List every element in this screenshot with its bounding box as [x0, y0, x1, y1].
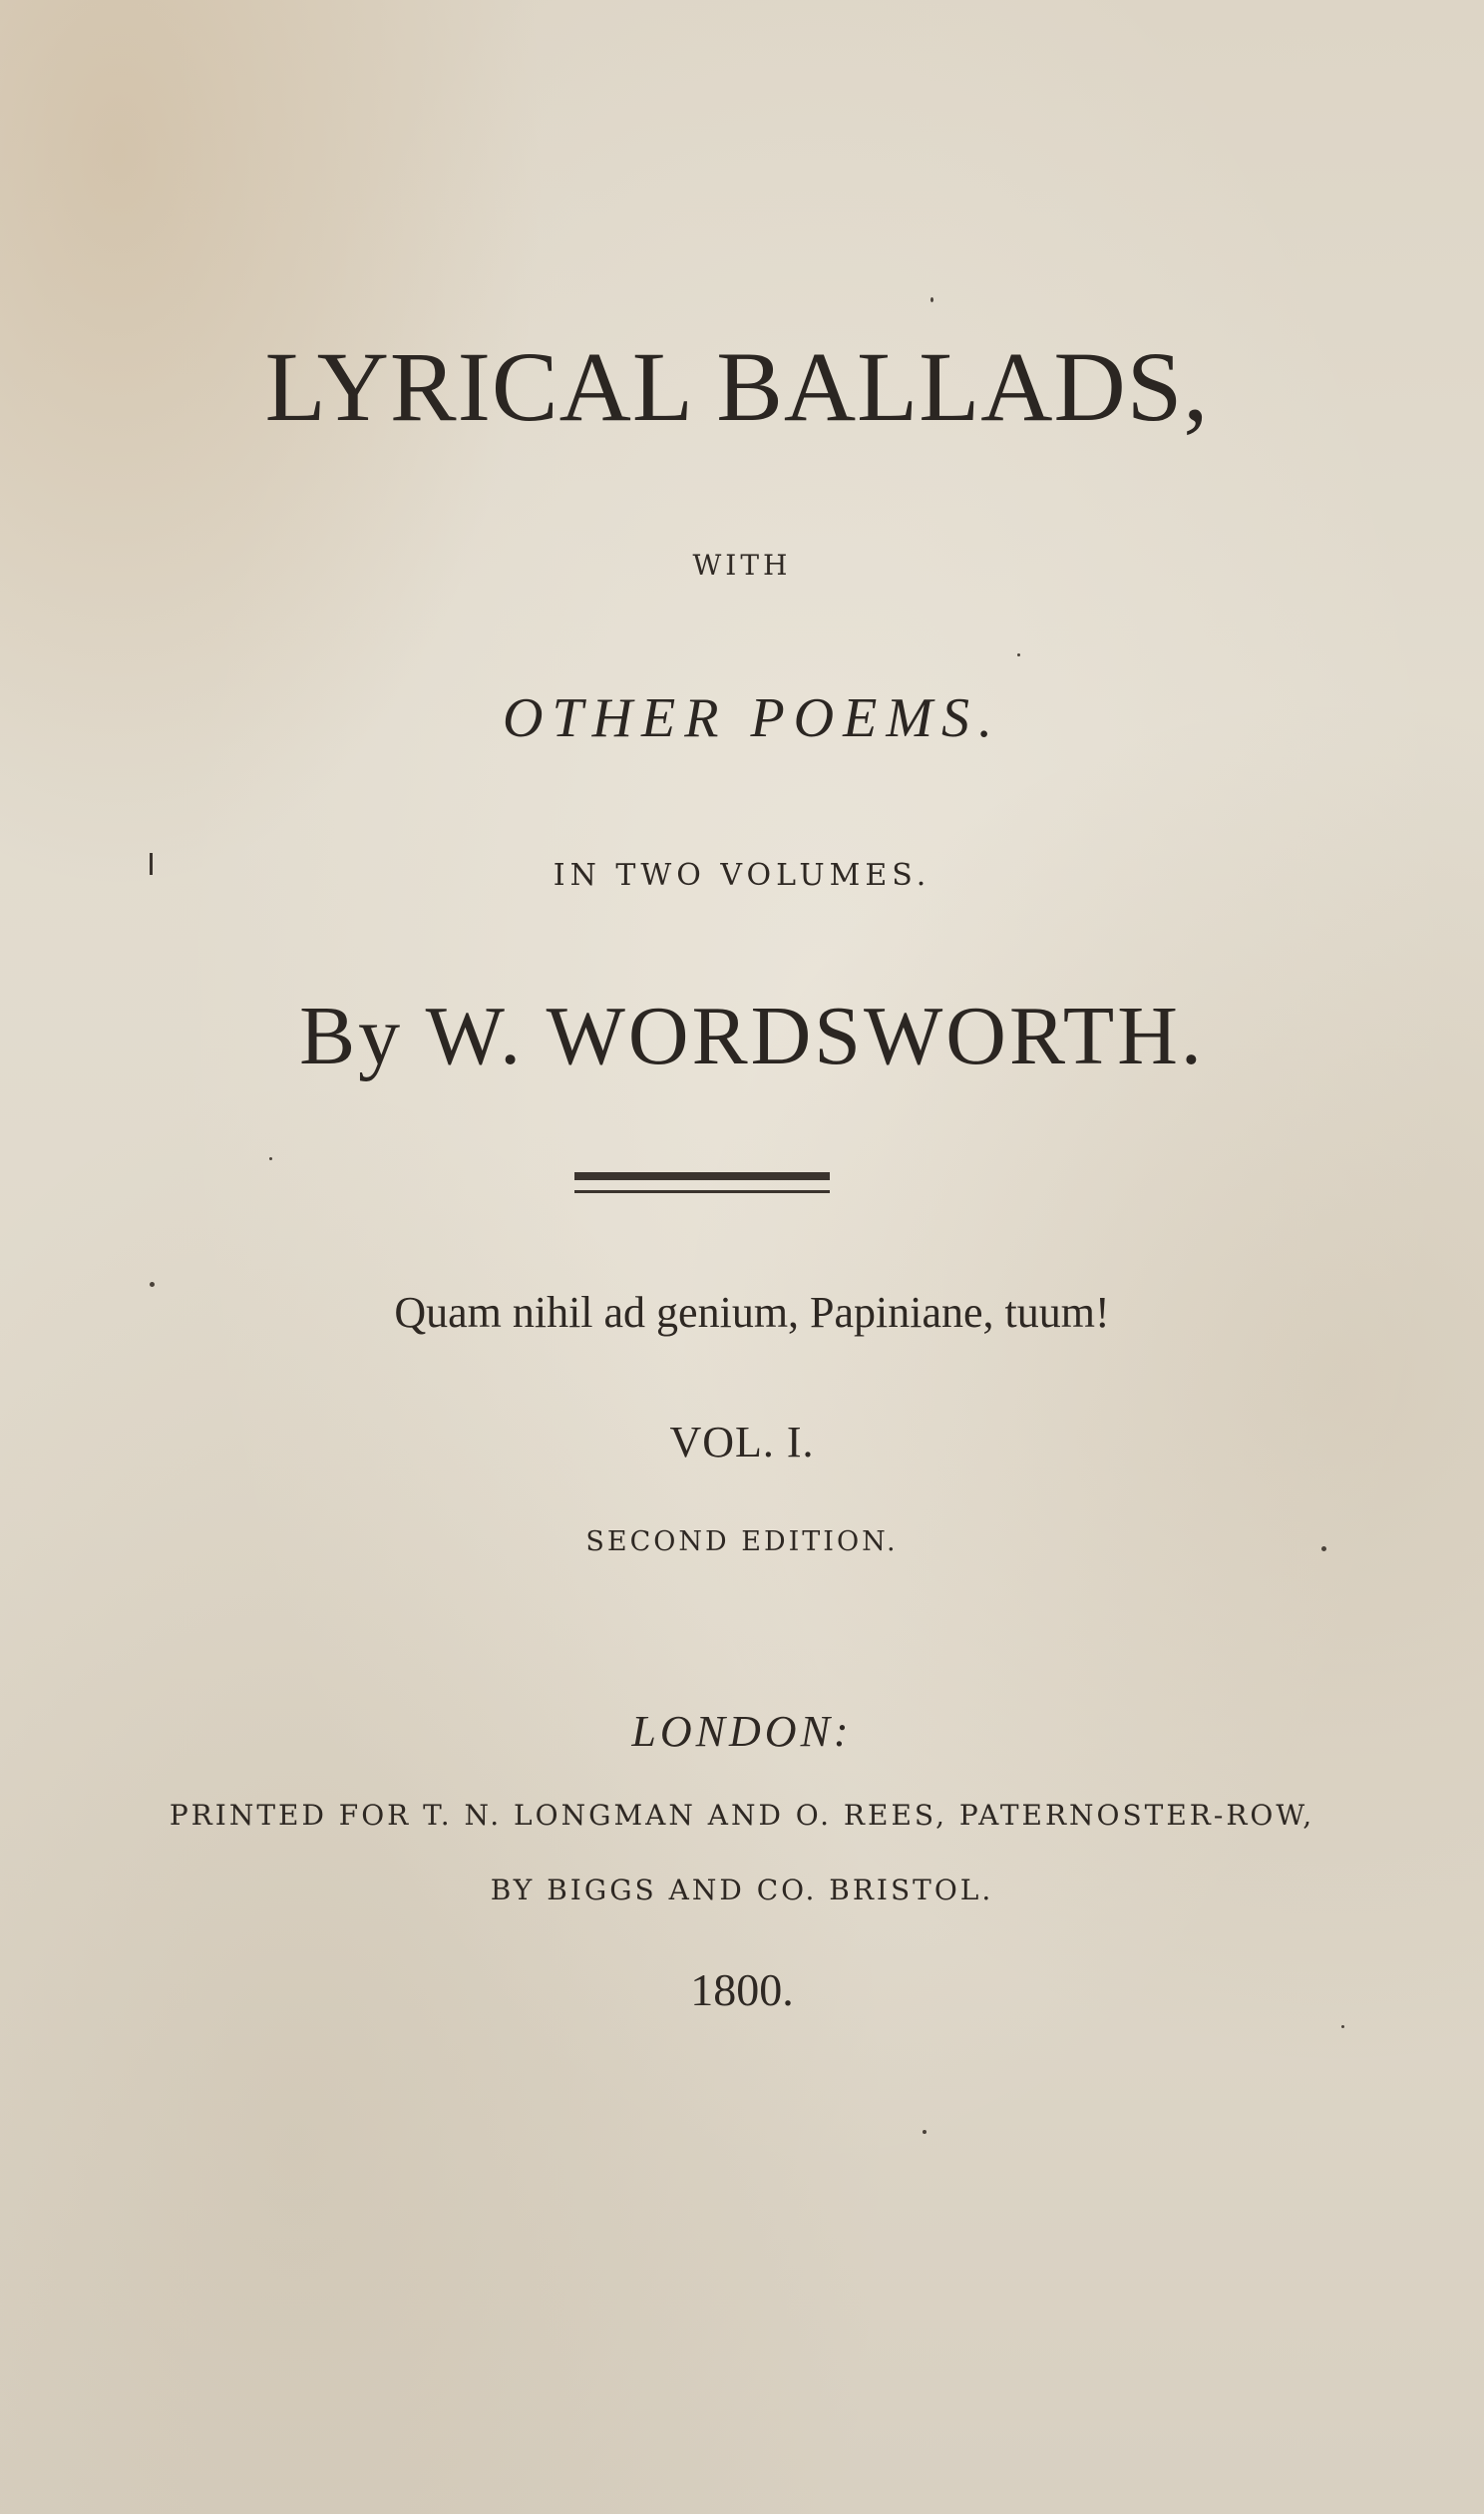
- volume-number: VOL. I.: [669, 1418, 815, 1466]
- paper-speck: [923, 2130, 927, 2134]
- imprint-printer: PRINTED FOR T. N. LONGMAN AND O. REES, PATERNOSTER-ROW,: [169, 1799, 1315, 1832]
- book-title: LYRICAL BALLADS,: [264, 331, 1210, 442]
- volume-count: IN TWO VOLUMES.: [553, 858, 931, 893]
- latin-motto: Quam nihil ad genium, Papiniane, tuum!: [394, 1288, 1110, 1337]
- paper-speck: [1017, 653, 1020, 656]
- subtitle: OTHER POEMS.: [503, 687, 1001, 749]
- double-rule-thick: [574, 1172, 830, 1180]
- imprint-year: 1800.: [690, 1964, 794, 2015]
- stray-mark: [150, 853, 153, 875]
- paper-speck: [930, 297, 933, 302]
- author-line: By W. WORDSWORTH.: [299, 990, 1205, 1082]
- edition-line: SECOND EDITION.: [585, 1526, 899, 1557]
- imprint-secondary: BY BIGGS AND CO. BRISTOL.: [490, 1874, 994, 1906]
- paper-speck: [150, 1282, 155, 1287]
- with-line: WITH: [692, 549, 792, 582]
- paper-speck: [269, 1157, 272, 1160]
- double-rule-thin: [574, 1190, 830, 1193]
- imprint-city: LONDON:: [631, 1707, 853, 1756]
- paper-speck: [1321, 1546, 1326, 1551]
- paper-speck: [1341, 2025, 1344, 2028]
